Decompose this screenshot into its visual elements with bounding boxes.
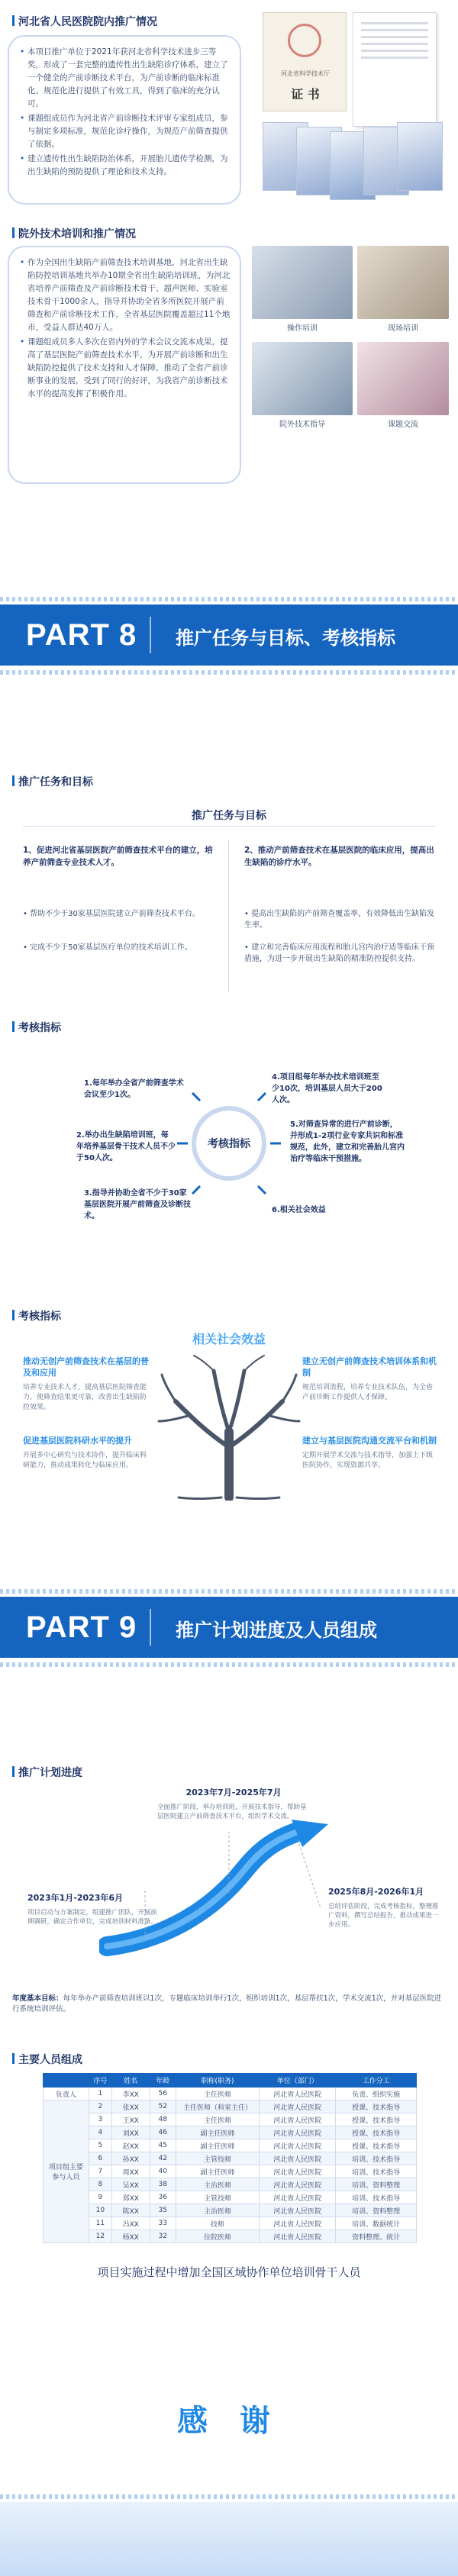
task-2a: • 提高出生缺陷的产前筛查覆盖率，有效降低出生缺陷发生率。 [244,910,435,930]
benefit-block-4 [302,1435,437,1471]
books-stack [263,122,443,206]
table-cell: 45 [150,2139,176,2152]
table-cell: 12 [89,2230,111,2243]
table-cell: 主管技师 [176,2191,260,2204]
annual-goal [12,1994,446,2015]
section-title-schedule: 推广计划进度 [12,1765,82,1780]
connector [192,1093,200,1101]
table-cell: 河北省人民医院 [260,2191,336,2204]
table-row [44,2230,417,2243]
benefit-block-2 [23,1435,153,1471]
col-unit: 单位（部门） [260,2074,336,2088]
task-2b-text: 建立和完善临床应用流程和胎儿宫内治疗适等临床干预措施，为进一步开展出生缺陷的精准防控提供支持。 [244,943,435,963]
photo-topic-exchange [357,342,449,415]
table-cell: 培训、资料整理 [336,2204,417,2217]
divider [150,1609,151,1646]
list-item: • 建立遗传性出生缺陷防治体系，开展胎儿遗传学检测，为出生缺陷的预防提供了理论和技术支持。 [20,153,232,179]
table-cell: 副主任医师 [176,2139,260,2152]
list-item: • 课题组成员作为河北省产前诊断技术评审专家组成员，参与制定多项标准，规范化诊疗操作，为规范产前筛查提供了依据。 [20,112,232,151]
assessment-item-1: 1.每年举办全省产前筛查学术会议至少1次。 [84,1079,184,1099]
personnel-footnote: 项目实施过程中增加全国区域协作单位培训骨干人员 [97,2265,361,2279]
decor-stripe [0,670,458,675]
caption-topic-exchange: 课题交流 [388,421,418,429]
col-age: 年龄 [150,2074,176,2088]
decor-stripe [0,2494,458,2499]
table-cell: 河北省人民医院 [260,2152,336,2165]
table-cell: 授课、技术指导 [336,2113,417,2126]
benefit-block-1 [23,1356,153,1413]
caption-operation-training: 操作培训 [287,324,318,333]
table-cell: 33 [150,2217,176,2230]
table-row [44,2126,417,2139]
benefits-center-title: 相关社会效益 [192,1332,266,1346]
certificate-org: 河北省科学技术厅 [281,70,330,77]
table-row [44,2139,417,2152]
decor-stripe [0,597,458,601]
photo-outside-guidance [252,342,353,415]
table-cell: 周XX [111,2165,150,2178]
part9-banner [0,1597,458,1658]
table-cell: 培训、数据统计 [336,2217,417,2230]
table-cell: 主任医师 [176,2088,260,2100]
phase-date: 2023年7月-2025年7月 [185,1788,282,1797]
table-cell: 7 [89,2165,111,2178]
table-cell: 42 [150,2152,176,2165]
seal-icon [288,24,321,57]
list-item: • 作为全国出生缺陷产前筛查技术培训基地，河北省出生缺陷防控培训基地共举办10期全省出生缺陷培训班，为河北省培养产前筛查及产前诊断技术骨干、超声医师、实验室技术骨干1000余人，指导并协助全省多所医院开展产前筛查和产前诊断技术工作，全省基层医院覆盖超过11个地市，受益人群达40万人。 [20,256,232,334]
decor-stripe [0,1589,458,1594]
part8-title: 推广任务与目标、考核指标 [176,627,395,649]
table-cell: 36 [150,2191,176,2204]
col-duty: 工作分工 [336,2074,417,2088]
phase-date: 2025年8月-2026年1月 [328,1887,424,1897]
table-cell: 住院医师 [176,2230,260,2243]
annual-goal-text: 每年举办产前筛查培训班以1次，专题临床培训举行1次，组织培训1次，基层帮扶1次，学术交流1次，并对基层医院进行系统培训评估。 [12,1994,442,2013]
table-cell: 3 [89,2113,111,2126]
part9-title: 推广计划进度及人员组成 [176,1620,377,1641]
table-cell: 48 [150,2113,176,2126]
table-cell: 56 [150,2088,176,2100]
phase-1 [27,1891,157,1926]
task-1: 1、促进河北省基层医院产前筛查技术平台的建立，培养产前筛查专业技术人才。 [23,846,213,867]
table-cell: 9 [89,2191,111,2204]
table-cell: 孙XX [111,2152,150,2165]
table-cell: 授课、技术指导 [336,2139,417,2152]
benefit-body: 开展多中心研究与技术协作，提升临床科研能力，推动成果转化与临床应用。 [23,1452,147,1469]
table-cell: 陈XX [111,2204,150,2217]
col-seq: 序号 [89,2074,111,2088]
certificate-photo [256,12,447,211]
table-cell: 主管技师 [176,2152,260,2165]
assessment-item-4: 4.项目组每年举办技术培训班至少10次，培训基层人员大于200人次。 [272,1073,382,1104]
col-name: 姓名 [111,2074,150,2088]
table-cell: 11 [89,2217,111,2230]
benefit-body: 定期开展学术交流与技术指导，加强上下级医院协作，实现资源共享。 [302,1452,434,1469]
caption-outside-guidance: 院外技术指导 [279,421,325,429]
outhospital-bullets [20,256,232,402]
list-item: • 课题组成员多人多次在省内外的学术会议交流本成果，提高了基层医院产前筛查技术水平，为开展产前诊断和出生缺陷防控提供了技术支持和人才保障，推动了全省产前诊断事业的发展，受到了同行的好评，为我省产前诊断技术水平的提高发挥了积极作用。 [20,336,232,401]
col-title: 职称(职务) [176,2074,260,2088]
section-title-inhospital: 河北省人民医院院内推广情况 [12,14,157,29]
table-cell: 5 [89,2139,111,2152]
phase-text: 项目启动与方案制定，组建推广团队，开展前期调研，确定合作单位，完成培训材料准备。 [27,1909,158,1926]
arrow-head-icon [292,1820,328,1847]
benefit-body: 培养专业技术人才，提高基层医院筛查能力，使筛查结果更可靠，改善出生缺陷防控效果。 [23,1384,147,1411]
connector [192,1186,200,1194]
table-cell: 张XX [111,2100,150,2113]
task-1a-text: 帮助不少于30家基层医院建立产前筛查技术平台。 [30,910,200,918]
photo-onsite-training [357,246,449,319]
table-row [44,2113,417,2126]
decor-stripe [0,1662,458,1667]
task-2: 2、推动产前筛查技术在基层医院的临床应用，提高出生缺陷的诊疗水平。 [244,846,434,867]
table-cell: 2 [89,2100,111,2113]
divider [228,840,229,992]
connector [258,1093,266,1101]
table-cell: 李XX [111,2088,150,2100]
table-cell: 河北省人民医院 [260,2113,336,2126]
table-cell: 主任医师 [176,2113,260,2126]
assessment-center-label: 考核指标 [208,1138,250,1150]
table-cell: 4 [89,2126,111,2139]
task-1b: • 完成不少于50家基层医疗单位的技术培训工作。 [23,943,192,952]
assessment-item-2: 2.举办出生缺陷培训班，每年培养基层骨干技术人员不少于50人次。 [76,1131,176,1162]
table-cell: 副主任医师 [176,2126,260,2139]
table-cell: 52 [150,2100,176,2113]
benefit-head: 促进基层医院科研水平的提升 [23,1436,132,1446]
table-cell: 河北省人民医院 [260,2230,336,2243]
task-2b: • 建立和完善临床应用流程和胎儿宫内治疗适等临床干预措施，为进一步开展出生缺陷的精准防控提供支持。 [244,943,435,963]
table-cell: 培训、技术指导 [336,2152,417,2165]
table-row [44,2217,417,2230]
table-cell: 主治医师 [176,2204,260,2217]
table-cell: 46 [150,2126,176,2139]
table-cell: 1 [89,2088,111,2100]
table-row [44,2204,417,2217]
document-page [353,12,437,127]
table-cell: 河北省人民医院 [260,2204,336,2217]
thanks-title: 感 谢 [177,2404,281,2439]
task-1b-text: 完成不少于50家基层医疗单位的技术培训工作。 [30,943,192,952]
part8-number: PART 8 [26,618,137,652]
table-cell: 技师 [176,2217,260,2230]
personnel-table [43,2073,417,2243]
table-row [44,2165,417,2178]
section-title-benefits: 考核指标 [12,1308,61,1323]
table-cell: 主治医师 [176,2178,260,2191]
benefit-block-3 [302,1356,437,1403]
table-cell: 授课、技术指导 [336,2126,417,2139]
assessment-item-6: 6.相关社会效益 [272,1206,326,1214]
certificate-label: 证 书 [291,87,320,102]
benefit-body: 规范培训流程，培养专业技术队伍，为全省产前诊断工作提供人才保障。 [302,1384,434,1401]
outhospital-card [8,246,241,484]
table-cell: 培训、资料整理 [336,2178,417,2191]
phase-2 [157,1786,310,1821]
task-2a-text: 提高出生缺陷的产前筛查覆盖率，有效降低出生缺陷发生率。 [244,910,435,930]
table-row [44,2178,417,2191]
section-title-tasks: 推广任务和目标 [12,774,93,789]
table-row [44,2191,417,2204]
tree-icon [145,1348,313,1501]
table-row [44,2088,417,2100]
table-cell: 8 [89,2178,111,2191]
table-cell: 负责、组织实施 [336,2088,417,2100]
table-cell: 郑XX [111,2191,150,2204]
table-cell: 河北省人民医院 [260,2088,336,2100]
list-item: • 本项目推广单位于2021年获河北省科学技术进步三等奖，形成了一套完整的遗传性出生缺陷诊疗体系，建立了一个健全的产前诊断技术平台，为产前诊断的临床标准化、规范化进行提供了有效工具，得到了临床的充分认可。 [20,46,232,111]
table-row [44,2100,417,2113]
tasks-center-title: 推广任务与目标 [192,810,266,822]
col-role [44,2074,89,2088]
annual-goal-label: 年度基本目标： [12,1994,63,2003]
section-title-personnel: 主要人员组成 [12,2052,82,2067]
table-header-row [44,2074,417,2088]
table-cell: 资料整理、统计 [336,2230,417,2243]
connector [258,1186,266,1194]
table-cell: 河北省人民医院 [260,2139,336,2152]
photo-operation-training [252,246,353,319]
table-row [44,2152,417,2165]
role-cell: 负责人 [44,2088,89,2100]
table-cell: 赵XX [111,2139,150,2152]
phase-date: 2023年1月-2023年6月 [27,1893,124,1903]
table-cell: 培训、技术指导 [336,2165,417,2178]
table-cell: 培训、技术指导 [336,2191,417,2204]
table-cell: 10 [89,2204,111,2217]
phase-3 [328,1885,443,1930]
table-cell: 河北省人民医院 [260,2178,336,2191]
table-cell: 杨XX [111,2230,150,2243]
table-cell: 吴XX [111,2178,150,2191]
benefit-head: 建立与基层医院沟通交流平台和机制 [302,1436,437,1446]
table-cell: 王XX [111,2113,150,2126]
table-cell: 32 [150,2230,176,2243]
table-cell: 刘XX [111,2126,150,2139]
table-cell: 河北省人民医院 [260,2217,336,2230]
benefit-head: 推动无创产前筛查技术在基层的普及和应用 [23,1356,149,1378]
table-cell: 河北省人民医院 [260,2100,336,2113]
section-title-assessment: 考核指标 [12,1020,61,1035]
phase-text: 总结评估阶段，完成考核指标，整理推广资料，撰写总结报告，推动成果进一步应用。 [328,1903,439,1929]
table-cell: 主任医师（科室主任） [176,2100,260,2113]
benefit-head: 建立无创产前筛查技术培训体系和机制 [302,1356,437,1378]
assessment-item-5: 5.对筛查异常的进行产前诊断，并形成1-2项行业专家共识和标准规范，此外，建立和完善胎儿宫内治疗等临床干预措施。 [290,1120,405,1163]
assessment-item-3: 3.指导并协助全省不少于30家基层医院开展产前筛查及诊断技术。 [84,1189,191,1220]
part8-banner [0,605,458,666]
table-cell: 35 [150,2204,176,2217]
inhospital-bullets [20,46,232,180]
section-title-outhospital: 院外技术培训和推广情况 [12,226,136,241]
table-cell: 6 [89,2152,111,2165]
phase-text: 全面推广阶段，举办培训班，开展技术指导，帮助基层医院建立产前筛查技术平台，组织学术交流。 [157,1804,307,1820]
table-cell: 冯XX [111,2217,150,2230]
caption-onsite-training: 现场培训 [388,324,418,333]
table-cell: 副主任医师 [176,2165,260,2178]
table-cell: 河北省人民医院 [260,2165,336,2178]
table-cell: 40 [150,2165,176,2178]
footer-band [0,2502,458,2576]
personnel-table-body [44,2088,417,2243]
divider [23,826,435,827]
certificate-card [263,12,347,111]
table-cell: 38 [150,2178,176,2191]
inhospital-card [8,35,241,205]
task-1a: • 帮助不少于30家基层医院建立产前筛查技术平台。 [23,910,200,918]
part9-number: PART 9 [26,1610,137,1644]
table-cell: 授课、技术指导 [336,2100,417,2113]
role-cell: 项目组主要参与人员 [44,2100,89,2243]
table-cell: 河北省人民医院 [260,2126,336,2139]
divider [150,617,151,653]
